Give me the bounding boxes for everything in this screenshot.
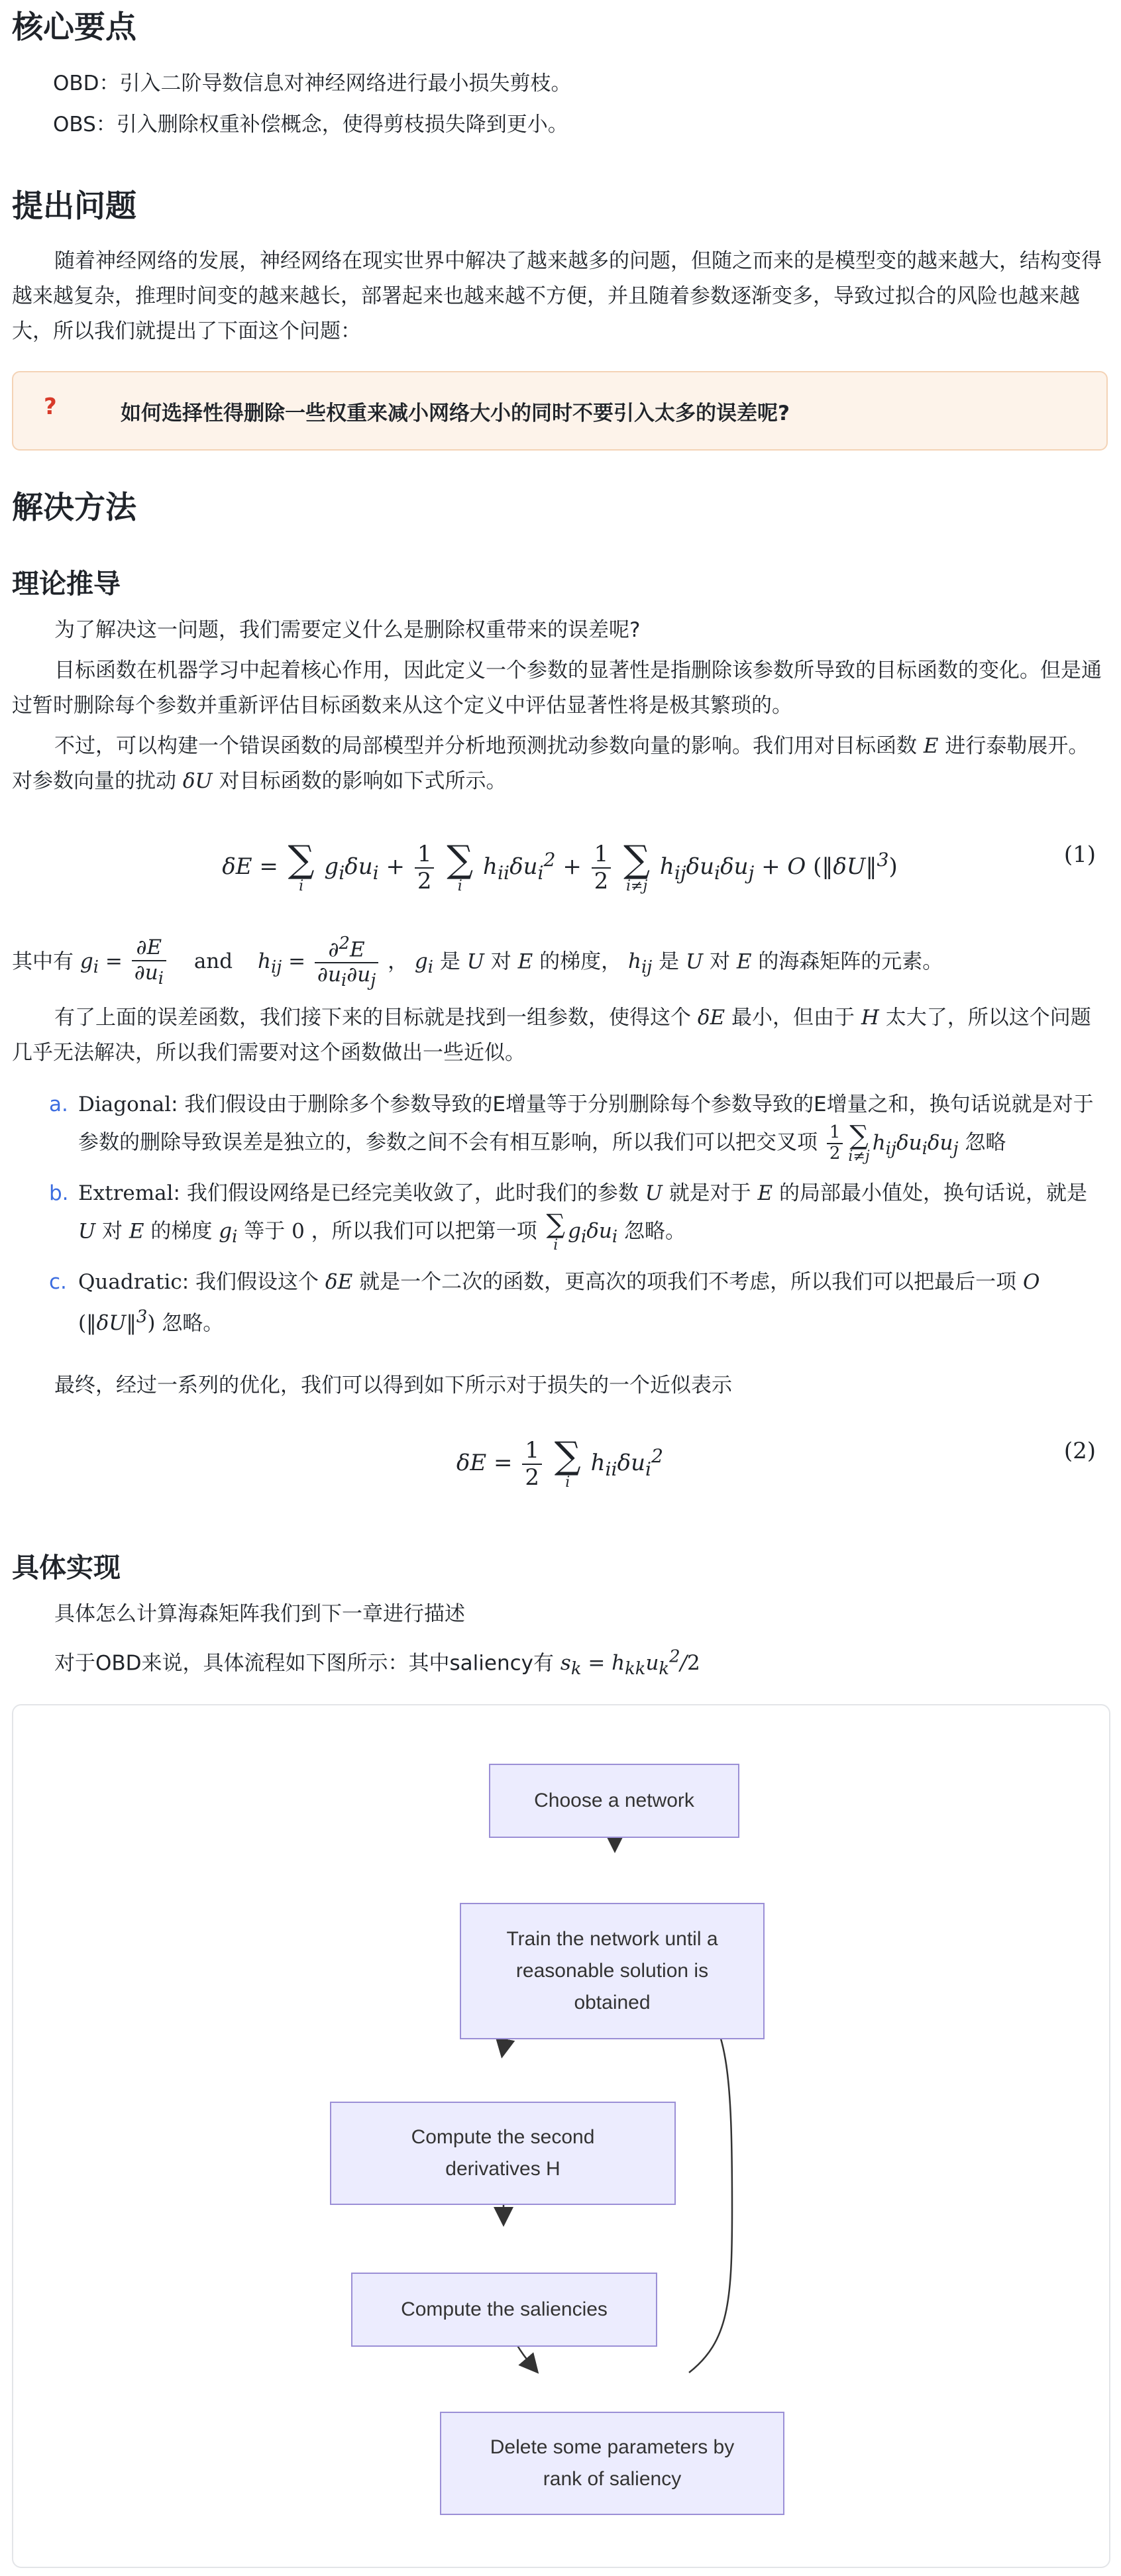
question-callout <box>12 371 1108 451</box>
theory-p1: 为了解决这一问题，我们需要定义什么是删除权重带来的误差呢? <box>54 618 641 642</box>
impl-p2: 对于OBD来说，具体流程如下图所示：其中saliency有 $s_k = h_{kk}u_k^2/2$ <box>54 1647 700 1680</box>
equation-1-number: (1) <box>1063 841 1096 868</box>
obd-flowchart <box>12 1704 1110 2568</box>
question-icon: ? <box>44 394 57 420</box>
problem-title: 提出问题 <box>12 188 136 225</box>
core-title: 核心要点 <box>12 9 136 46</box>
theory-p3: 不过，可以构建一个错误函数的局部模型并分析地预测扰动参数向量的影响。我们用对目标函数 E 进行泰勒展开。对参数向量的扰动 δU 对目标函数的影响如下式所示。 <box>12 734 1089 793</box>
where-line: 其中有 $g_i$ = $\frac{\partial E}{\partial u_i}$ and $h_{ij}$ = $\frac{\partial^2E}{\partial u_i\partial u_j}$ ， $g_i$ 是 U 对 E 的梯度， $h_{ij}$ 是 U 对 E 的海森矩阵的元素。 <box>12 934 943 991</box>
callout-text: 如何选择性得删除一些权重来减小网络大小的同时不要引入太多的误差呢? <box>121 402 790 425</box>
flow-node-compute-saliencies: Compute the saliencies <box>351 2273 657 2347</box>
flow-node-delete-parameters: Delete some parameters by rank of saliency <box>440 2412 784 2515</box>
problem-paragraph: 随着神经网络的发展，神经网络在现实世界中解决了越来越多的问题，但随之而来的是模型变的越来越大，结构变得越来越复杂，推理时间变的越来越长，部署起来也越来越不方便，并且随着参数逐渐变多，导致过拟合的风险也越来越大，所以我们就提出了下面这个问题： <box>12 249 1102 343</box>
theory-p2: 目标函数在机器学习中起着核心作用，因此定义一个参数的显著性是指删除该参数所导致的目标函数的变化。但是通过暂时删除每个参数并重新评估目标函数来从这个定义中评估显著性将是极其繁琐的。 <box>12 659 1102 718</box>
theory-title: 理论推导 <box>12 568 121 600</box>
equation-1: δE = ∑ i $g_i\delta u_i$ + $\frac{1}{2}$ ∑ i $h_{ii}\delta u_i^2$ + $\frac{1}{2}$ ∑ i≠j $h_{ij}\delta u_i\delta u_j + O$ (‖δU‖$^3$) (1) <box>222 838 1096 895</box>
flow-node-choose-network: Choose a network <box>489 1764 739 1838</box>
assumption-quadratic: c. Quadratic: 我们假设这个 δE 就是一个二次的函数，更高次的项我们不考虑，所以我们可以把最后一项 O (‖δU‖$^3$) 忽略。 <box>49 1269 1040 1335</box>
equation-2: δE = $\frac{1}{2}$ ∑ i $h_{ii}\delta u_i^2$ (2) <box>456 1434 1096 1491</box>
impl-p1: 具体怎么计算海森矩阵我们到下一章进行描述 <box>54 1602 465 1626</box>
edge-delete-train-loop <box>689 1990 732 2373</box>
assumption-extremal: b. Extremal: 我们假设网络是已经完美收敛了，此时我们的参数 U 就是对于 E 的局部最小值处，换句话说，就是 U 对 E 的梯度 $g_i$ 等于 0 ，所以我们可以把第一项 ∑ i $g_i\delta u_i$ 忽略。 <box>49 1181 1088 1254</box>
flow-node-train-network: Train the network until a reasonable solution is obtained <box>460 1903 765 2039</box>
equation-2-number: (2) <box>1063 1438 1096 1464</box>
obs-line: OBS：引入删除权重补偿概念，使得剪枝损失降到更小。 <box>53 113 568 136</box>
obd-line: OBD：引入二阶导数信息对神经网络进行最小损失剪枝。 <box>53 72 572 95</box>
assumption-diagonal: a. Diagonal: 我们假设由于删除多个参数导致的E增量等于分别删除每个参数导致的E增量之和，换句话说就是对于参数的删除导致误差是独立的，参数之间不会有相互影响，所以我们可以把交叉项 $\frac{1}{2}$ ∑ i≠j $h_{ij}\delta u_i\delta u_j$ 忽略 <box>49 1093 1094 1165</box>
theory-p5: 最终，经过一系列的优化，我们可以得到如下所示对于损失的一个近似表示 <box>54 1373 732 1397</box>
flow-node-compute-second-derivatives: Compute the second derivatives H <box>330 2102 676 2205</box>
solution-title: 解决方法 <box>12 490 136 526</box>
impl-title: 具体实现 <box>12 1552 121 1583</box>
theory-p4: 有了上面的误差函数，我们接下来的目标就是找到一组参数，使得这个 δE 最小，但由于 H 太大了，所以这个问题几乎无法解决，所以我们需要对这个函数做出一些近似。 <box>12 1006 1091 1065</box>
